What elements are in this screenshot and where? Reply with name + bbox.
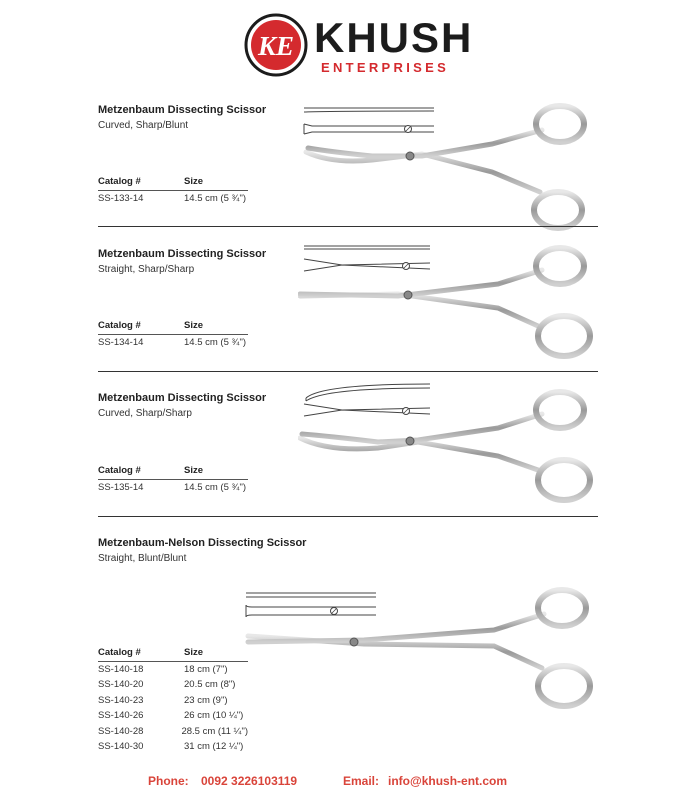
phone-label: Phone: (148, 774, 189, 788)
catalog-column-header: Catalog # (98, 465, 141, 476)
catalog-number: SS-140-23 (98, 694, 144, 706)
catalog-number: SS-133-14 (98, 193, 144, 204)
table-row (98, 677, 248, 692)
catalog-table (98, 465, 248, 495)
product-subtitle: Curved, Sharp/Blunt (98, 120, 189, 131)
logo-name: KHUSH (314, 14, 474, 61)
catalog-number: SS-140-30 (98, 740, 144, 752)
logo-tagline: ENTERPRISES (321, 60, 450, 75)
catalog-number: SS-135-14 (98, 482, 144, 493)
size-column-header: Size (184, 647, 204, 658)
catalog-number: SS-134-14 (98, 337, 144, 348)
product-subtitle: Straight, Blunt/Blunt (98, 553, 187, 564)
product-subtitle: Curved, Sharp/Sharp (98, 408, 192, 419)
size-column-header: Size (184, 465, 204, 476)
table-row (98, 739, 248, 754)
product-title: Metzenbaum Dissecting Scissor (98, 392, 267, 404)
catalog-table-header (98, 176, 248, 191)
email-label: Email: (343, 774, 380, 788)
catalog-table-header (98, 320, 248, 335)
scissor-image (298, 244, 598, 364)
catalog-number: SS-140-20 (98, 679, 144, 691)
section-divider (98, 226, 598, 227)
size-value: 23 cm (9") (184, 694, 228, 706)
product-title: Metzenbaum Dissecting Scissor (98, 104, 267, 116)
scissor-image (302, 100, 592, 240)
size-column-header: Size (184, 176, 204, 187)
scissor-image (244, 586, 594, 716)
table-row (98, 335, 248, 350)
product-title: Metzenbaum-Nelson Dissecting Scissor (98, 537, 307, 549)
product-subtitle: Straight, Sharp/Sharp (98, 264, 195, 275)
table-row (98, 693, 248, 708)
size-value: 31 cm (12 ¼") (184, 740, 244, 752)
catalog-column-header: Catalog # (98, 176, 141, 187)
size-value: 26 cm (10 ¼") (184, 710, 244, 722)
catalog-table-header (98, 647, 248, 662)
catalog-table (98, 320, 248, 350)
size-value: 14.5 cm (5 ¾") (184, 193, 246, 204)
table-row (98, 480, 248, 495)
catalog-table (98, 647, 248, 754)
section-divider (98, 371, 598, 372)
size-value: 28.5 cm (11 ¼") (181, 725, 248, 737)
section-divider (98, 516, 598, 517)
table-row (98, 662, 248, 677)
catalog-column-header: Catalog # (98, 647, 141, 658)
contact-footer (0, 774, 689, 792)
email-link[interactable]: info@khush-ent.com (388, 774, 508, 788)
logo-emblem-icon (244, 13, 308, 77)
catalog-table-header (98, 465, 248, 480)
catalog-number: SS-140-18 (98, 664, 144, 675)
product-title: Metzenbaum Dissecting Scissor (98, 248, 267, 260)
size-value: 20.5 cm (8") (184, 679, 236, 691)
catalog-column-header: Catalog # (98, 320, 141, 331)
catalog-number: SS-140-26 (98, 710, 144, 722)
table-row (98, 724, 248, 739)
size-value: 14.5 cm (5 ¾") (184, 482, 246, 493)
scissor-image (298, 386, 598, 506)
size-value: 18 cm (7") (184, 664, 228, 675)
catalog-table (98, 176, 248, 206)
table-row (98, 191, 248, 206)
brand-logo (244, 13, 474, 79)
size-column-header: Size (184, 320, 204, 331)
logo-monogram: KE (257, 31, 295, 61)
size-value: 14.5 cm (5 ¾") (184, 337, 246, 348)
phone-number[interactable]: 0092 3226103119 (201, 774, 298, 788)
table-row (98, 708, 248, 723)
catalog-number: SS-140-28 (98, 725, 144, 737)
